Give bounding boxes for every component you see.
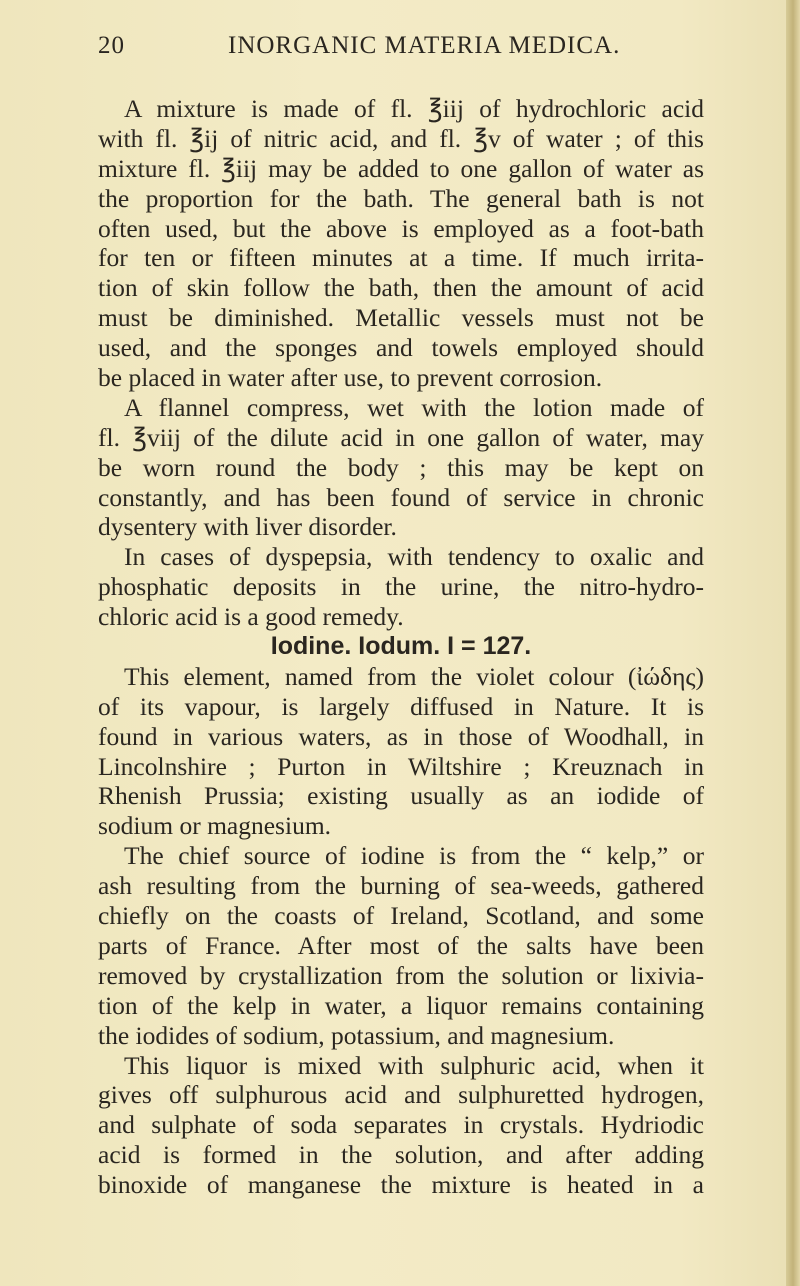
text-line: sodium or magnesium. <box>98 811 332 841</box>
page-edge <box>786 0 800 1286</box>
text-line: the iodides of sodium, potassium, and magnesium. <box>98 1020 615 1050</box>
text-line: In cases of dyspepsia, with tendency to oxalic and <box>124 542 704 572</box>
text-line: found in various waters, as in those of Woodhall, in <box>98 721 704 751</box>
text-line: dysentery with liver disorder. <box>98 512 397 542</box>
text-line: often used, but the above is employed as a foot-bath <box>98 213 704 243</box>
text-line: A mixture is made of fl. ℥iij of hydrochloric acid <box>124 94 704 123</box>
text-line: used, and the sponges and towels employed should <box>98 333 704 363</box>
text-line: A flannel compress, wet with the lotion made of <box>124 392 704 422</box>
text-line: ash resulting from the burning of sea-weeds, gathered <box>98 871 704 901</box>
text-line: phosphatic deposits in the urine, the nitro-hydro- <box>98 572 704 602</box>
text-line: fl. ℥viij of the dilute acid in one gallon of water, may <box>98 422 704 452</box>
text-line: and sulphate of soda separates in crystals. Hydriodic <box>98 1110 704 1140</box>
text-line: gives off sulphurous acid and sulphuretted hydrogen, <box>98 1080 704 1110</box>
text-line: be worn round the body ; this may be kept on <box>98 452 704 482</box>
text-line: Lincolnshire ; Purton in Wiltshire ; Kreuznach in <box>98 751 704 781</box>
body-text <box>98 94 704 1200</box>
text-line: binoxide of manganese the mixture is heated in a <box>98 1170 704 1200</box>
text-line: removed by crystallization from the solution or lixivia- <box>98 960 704 990</box>
text-line: must be diminished. Metallic vessels must not be <box>98 303 704 333</box>
running-head: INORGANIC MATERIA MEDICA. <box>228 32 621 59</box>
text-line: of its vapour, is largely diffused in Nature. It is <box>98 691 704 721</box>
text-line: This element, named from the violet colour (ἰώδης) <box>124 661 704 691</box>
text-line: with fl. ℥ij of nitric acid, and fl. ℥v of water ; of this <box>98 123 704 153</box>
text-line: mixture fl. ℥iij may be added to one gallon of water as <box>98 153 704 183</box>
section-heading: Iodine. Iodum. I = 127. <box>270 632 532 661</box>
page-number: 20 <box>98 32 125 59</box>
text-line: Rhenish Prussia; existing usually as an iodide of <box>98 781 704 811</box>
text-line: for ten or fifteen minutes at a time. If much irrita- <box>98 243 704 273</box>
text-line: be placed in water after use, to prevent corrosion. <box>98 363 603 393</box>
text-line: chiefly on the coasts of Ireland, Scotland, and some <box>98 901 704 931</box>
text-line: tion of skin follow the bath, then the amount of acid <box>98 273 704 303</box>
text-line: the proportion for the bath. The general bath is not <box>98 183 704 213</box>
text-line: The chief source of iodine is from the “ kelp,” or <box>124 841 704 871</box>
text-line: tion of the kelp in water, a liquor remains containing <box>98 990 704 1020</box>
page-header <box>98 32 704 68</box>
text-line: parts of France. After most of the salts have been <box>98 930 704 960</box>
text-line: chloric acid is a good remedy. <box>98 602 404 632</box>
text-line: acid is formed in the solution, and after adding <box>98 1140 704 1170</box>
text-line: constantly, and has been found of service in chronic <box>98 482 704 512</box>
text-line: This liquor is mixed with sulphuric acid, when it <box>124 1050 704 1080</box>
